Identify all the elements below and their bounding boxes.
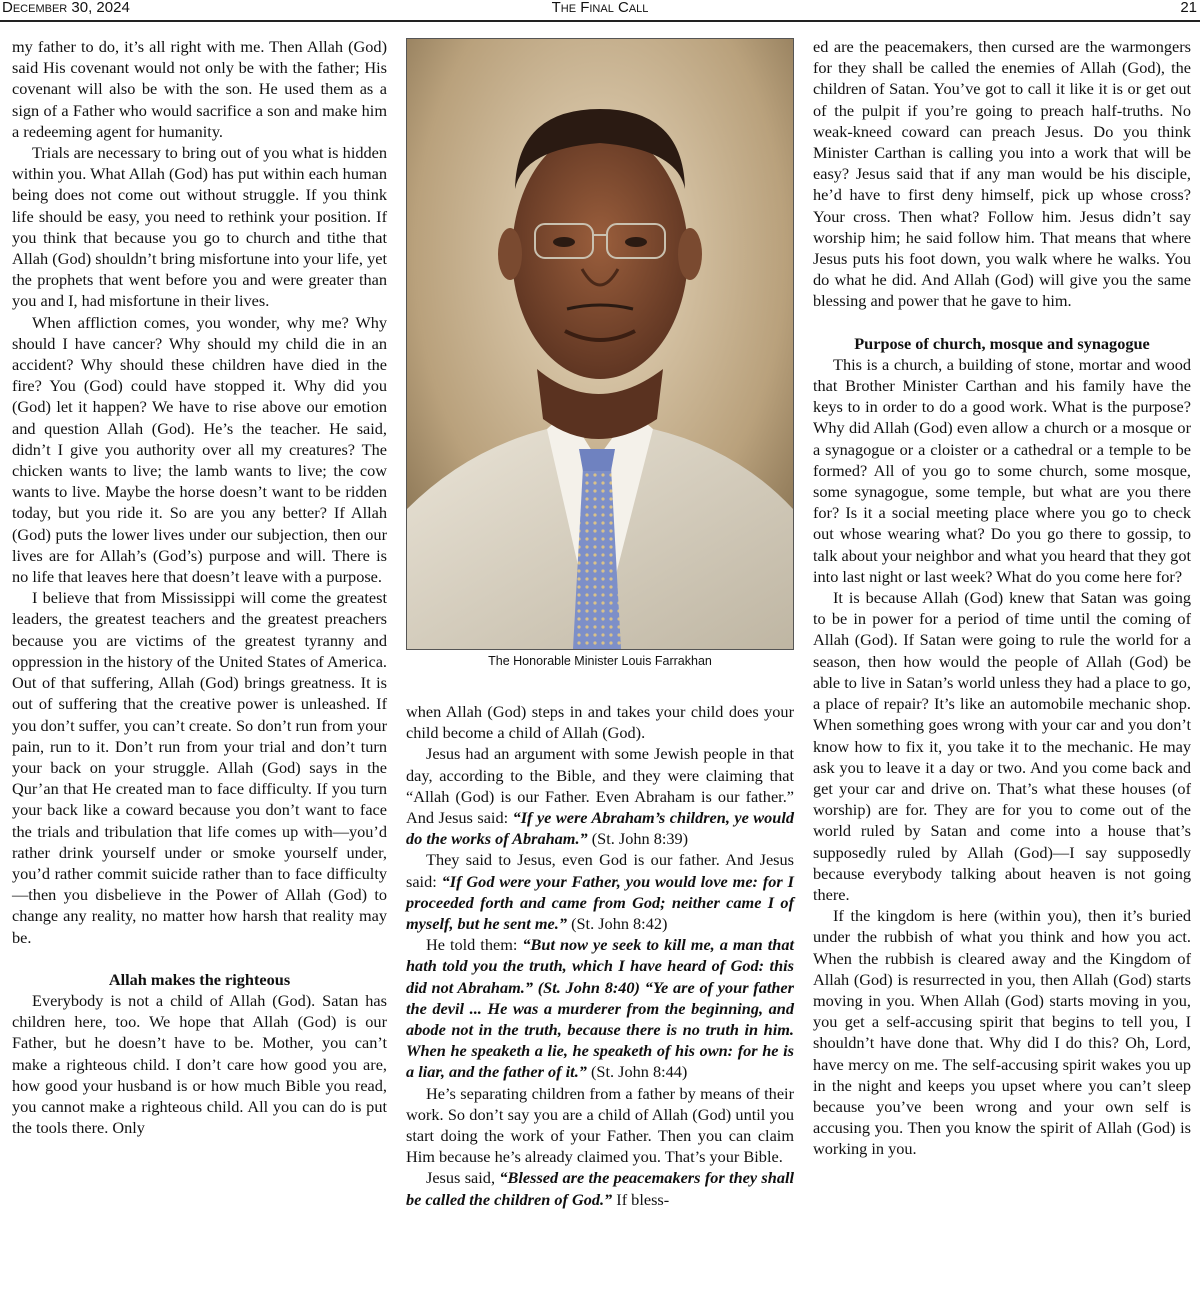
- paragraph: [406, 1167, 794, 1209]
- publication-name: The Final Call: [551, 0, 649, 16]
- scripture-quote: “If God were your Father, you would love me: for I proceeded forth and came from God; neither came I of myself, but he sent me.”: [406, 871, 794, 934]
- paragraph: [406, 849, 794, 934]
- article-column-3: [813, 36, 1191, 1160]
- article-column-1: [12, 36, 387, 1138]
- photo-caption: The Honorable Minister Louis Farrakhan: [488, 654, 712, 668]
- scripture-reference: (St. John 8:42): [567, 914, 668, 934]
- paragraph: Everybody is not a child of Allah (God). Satan has children here, too. We hope that Allah (God) is our Father, but he doesn’t have to be. Mother, you can’t make a righteous child. I don’t care how good you are, how good your husband is or how much Bible you read, you cannot make a righteous child. All you can do is put the tools there. Only: [12, 990, 387, 1138]
- paragraph: If the kingdom is here (within you), then it’s buried under the rubbish of what you think and how you act. When the rubbish is cleared away and the Kingdom of Allah (God) is resurrected in you, then Allah (God) starts moving in you. When Allah (God) starts moving in you, you get a self-accusing spirit that begins to tell you, I shouldn’t have done that. Why did I do this? Oh, Lord, have mercy on me. The self-accusing spirit wakes you up in the night and keeps you upset where you can’t sleep because you’ve been wrong and your own self is accusing you. Then you know the spirit of Allah (God) is working in you.: [813, 906, 1191, 1159]
- article-column-2: [406, 701, 794, 1210]
- scripture-quote: “But now ye seek to kill me, a man that hath told you the truth, which I have heard of God: this did not Abraham.” (St. John 8:40) “Ye are of your father the devil ... He was a murderer from the beginning, and abode not in the truth, because there is no truth in him. When he speaketh a lie, he speaketh of his own: for he is a liar, and the father of it.”: [406, 935, 794, 1082]
- section-heading: Purpose of church, mosque and synagogue: [854, 333, 1150, 353]
- paragraph-text: They said to Jesus, even God is our father. And Jesus said:: [406, 850, 794, 891]
- page-header: [0, 0, 1200, 22]
- scripture-reference: (St. John 8:39): [587, 829, 689, 849]
- paragraph: It is because Allah (God) knew that Satan was going to be in power for a period of time until the coming of Allah (God). If Satan were going to rule the world for a season, then how would the people of Allah (God) be able to live in Satan’s world unless they had a place to go, a place of repair? It’s like an automobile mechanic shop. When something goes wrong with your car and you don’t know how to fix it, you take it to the mechanic. He may ask you to leave it a day or two. And you come back and get your car and drive on. That’s what these houses (of worship) are for. They are for you to come out of the world ruled by Satan and come into a house that’s supposedly ruled by Allah (God)—I say supposedly because everybody talking about heaven is not going there.: [813, 588, 1191, 904]
- portrait-illustration: [407, 39, 793, 649]
- issue-date: December 30, 2024: [2, 0, 130, 16]
- paragraph: [406, 934, 794, 1082]
- paragraph: I believe that from Mississippi will come the greatest leaders, the greatest teachers and the greatest preachers because you are victims of the greatest tyranny and oppression in the history of the United States of America. Out of that suffering, Allah (God) brings greatness. It is out of suffering that the creative power is unleashed. If you don’t suffer, you can’t create. So don’t run from your pain, run to it. Don’t run from your trial and don’t turn your back on your struggle. Allah (God) says in the Qur’an that He created man to face difficulty. If you turn your back like a coward because you don’t want to face the trials and tribulation that life comes up with—you’d rather drink yourself under or smoke yourself under, you’d rather commit suicide rather than to face difficulty—then you disbelieve in the Power of Allah (God) to change any reality, no matter how harsh that reality may be.: [12, 588, 387, 947]
- paragraph-text: If bless-: [612, 1189, 670, 1209]
- page-number: 21: [1180, 0, 1197, 16]
- section-heading: Allah makes the righteous: [108, 969, 291, 989]
- paragraph: He’s separating children from a father by means of their work. So don’t say you are a child of Allah (God) until you start doing the work of your Father. Then you can claim Him because he’s already claimed you. That’s your Bible.: [406, 1083, 794, 1167]
- scripture-quote: “Blessed are the peacemakers for they shall be called the children of God.”: [406, 1168, 795, 1209]
- scripture-quote: “If ye were Abraham’s children, ye would do the works of Abraham.”: [406, 808, 795, 849]
- portrait-photo: [406, 38, 794, 650]
- paragraph-text: He told them:: [426, 935, 523, 955]
- paragraph: This is a church, a building of stone, mortar and wood that Brother Minister Carthan and his family have the keys to in order to do a good work. What is the purpose? Why did Allah (God) even allow a church or a mosque or a synagogue or a cloister or a cathedral or a temple to be formed? All of you go to some church, some mosque, some synagogue, some temple, but what are you there for? Is it a social meeting place where you go to check out whose wearing what? Do you go there to gossip, to talk about your neighbor and what you heard that they got into last night or last week? What do you come here for?: [813, 354, 1191, 586]
- paragraph: when Allah (God) steps in and takes your child does your child become a child of Allah (God).: [406, 702, 794, 743]
- paragraph: Trials are necessary to bring out of you what is hidden within you. What Allah (God) has put within each human being does not come out without struggle. If you think life should be easy, you need to rethink your position. If you think that because you go to church and tithe that Allah (God) shouldn’t bring misfortune into your life, yet the prophets that went before you and were greater than you and I, had misfortune in their lives.: [12, 143, 387, 311]
- paragraph: my father to do, it’s all right with me. Then Allah (God) said His covenant would not only be with the father; His covenant will also be with the son. He used them as a sign of a Father who would sacrifice a son and make him a redeeming agent for humanity.: [12, 37, 387, 141]
- paragraph: [406, 743, 794, 849]
- paragraph: When affliction comes, you wonder, why me? Why should I have cancer? Why should my child die in an accident? Why should these children have died in the fire? You (God) could have stopped it. Why did you (God) let it happen? We have to rise above our emotion and question Allah (God). He’s the teacher. He said, didn’t I give you authority over all my creatures? The chicken wants to live; the lamb wants to live; the cow wants to live. Maybe the horse doesn’t want to be ridden today, but you ride it. So are you any better? If Allah (God) puts the lower lives under our subjection, then our lives are for Allah’s (God’s) purpose and will. There is no life that leaves here that doesn’t leave with a purpose.: [12, 312, 387, 587]
- paragraph-text: Jesus said,: [426, 1168, 500, 1188]
- paragraph-text: Jesus had an argument with some Jewish people in that day, according to the Bible, and they were claiming that “Allah (God) is our Father. Even Abraham is our father.” And Jesus said:: [406, 744, 794, 828]
- scripture-reference: (St. John 8:44): [586, 1062, 688, 1082]
- paragraph: ed are the peacemakers, then cursed are the warmongers for they shall be called the enemies of Allah (God), the children of Satan. You’ve got to call it like it is or get out of the pulpit if you’re going to preach half-truths. No weak-kneed coward can preach Jesus. Do you think Minister Carthan is calling you into a work that will be easy? Jesus said that if any man would be his disciple, he’d have to first deny himself, pick up whose cross? Your cross. Then what? Follow him. Jesus didn’t say worship him; he said follow him. That means that where Jesus puts his foot down, you walk where he walks. You do what he did. And Allah (God) will give you the same blessing and power that he gave to him.: [813, 37, 1191, 311]
